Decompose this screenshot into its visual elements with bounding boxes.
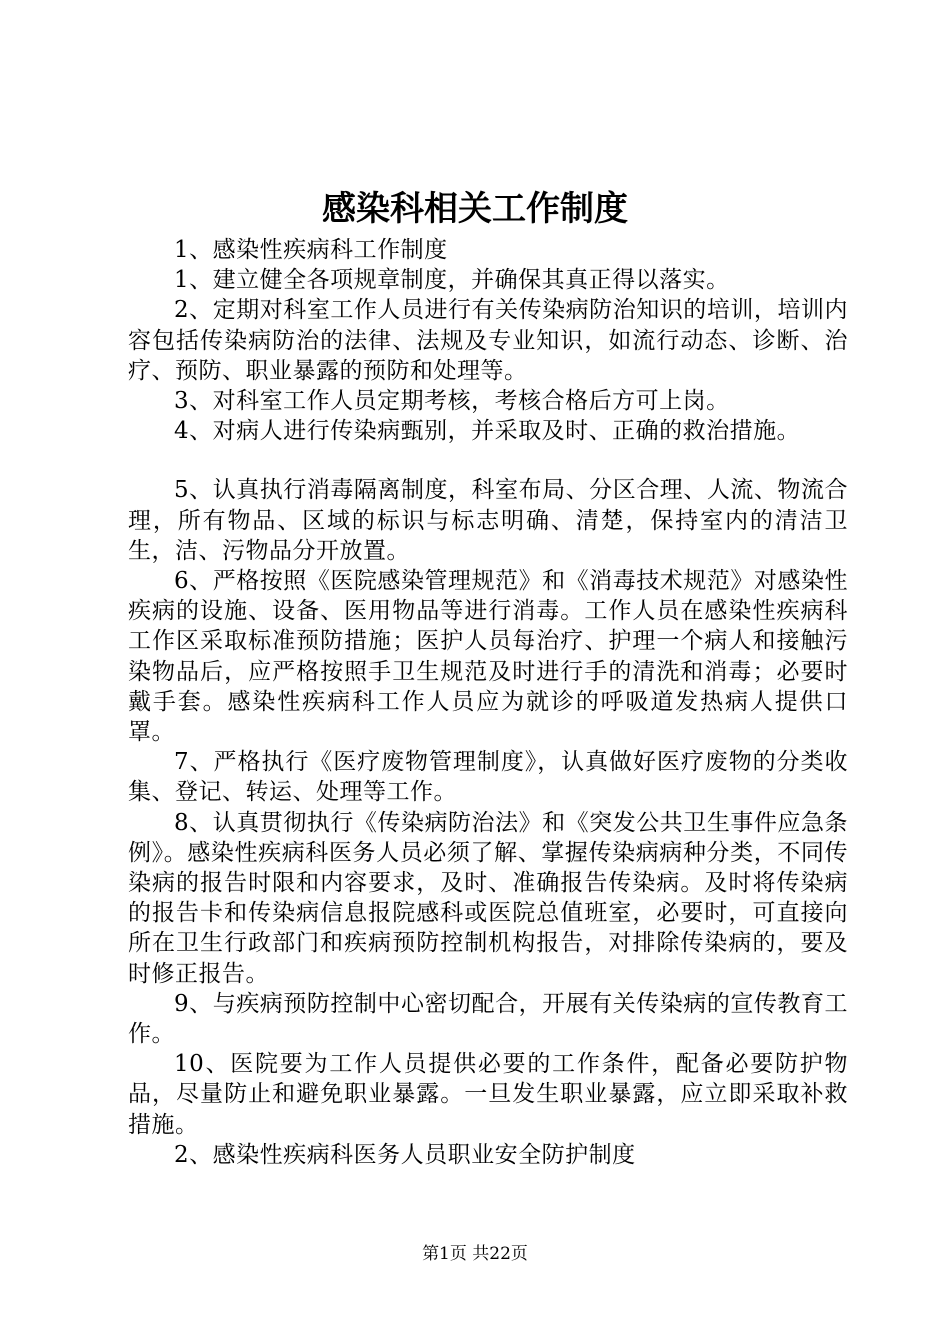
paragraph-item-9: 9、与疾病预防控制中心密切配合，开展有关传染病的宣传教育工作。 — [128, 990, 848, 1048]
paragraph-item-5: 5、认真执行消毒隔离制度，科室布局、分区合理、人流、物流合理，所有物品、区域的标识与标志明确、清楚，保持室内的清洁卫生，洁、污物品分开放置。 — [128, 477, 848, 564]
paragraph-item-8: 8、认真贯彻执行《传染病防治法》和《突发公共卫生事件应急条例》。感染性疾病科医务人员必须了解、掌握传染病病种分类，不同传染病的报告时限和内容要求，及时、准确报告传染病。及时将传染病的报告卡和传染病信息报院感科或医院总值班室，必要时，可直接向所在卫生行政部门和疾病预防控制机构报告，对排除传染病的，要及时修正报告。 — [128, 809, 848, 987]
section-heading-1: 1、感染性疾病科工作制度 — [174, 237, 448, 263]
paragraph-item-2: 2、定期对科室工作人员进行有关传染病防治知识的培训，培训内容包括传染病防治的法律、法规及专业知识，如流行动态、诊断、治疗、预防、职业暴露的预防和处理等。 — [128, 297, 848, 384]
paragraph-item-4: 4、对病人进行传染病甄别，并采取及时、正确的救治措施。 — [174, 418, 801, 445]
paragraph-item-3: 3、对科室工作人员定期考核，考核合格后方可上岗。 — [174, 388, 730, 415]
paragraph-item-7: 7、严格执行《医疗废物管理制度》，认真做好医疗废物的分类收集、登记、转运、处理等工作。 — [128, 749, 848, 806]
section-heading-2: 2、感染性疾病科医务人员职业安全防护制度 — [174, 1141, 636, 1168]
page-footer: 第1页 共22页 — [422, 1244, 528, 1264]
paragraph-item-1: 1、建立健全各项规章制度，并确保其真正得以落实。 — [174, 267, 730, 294]
document-body — [128, 235, 848, 1170]
paragraph-item-10: 10、医院要为工作人员提供必要的工作条件，配备必要防护物品，尽量防止和避免职业暴露。一旦发生职业暴露，应立即采取补救措施。 — [128, 1051, 848, 1138]
page-title: 感染科相关工作制度 — [322, 189, 628, 229]
paragraph-item-6: 6、严格按照《医院感染管理规范》和《消毒技术规范》对感染性疾病的设施、设备、医用物品等进行消毒。工作人员在感染性疾病科工作区采取标准预防措施；医护人员每治疗、护理一个病人和接触污染物品后，应严格按照手卫生规范及时进行手的清洗和消毒；必要时戴手套。感染性疾病科工作人员应为就诊的呼吸道发热病人提供口罩。 — [128, 568, 848, 746]
